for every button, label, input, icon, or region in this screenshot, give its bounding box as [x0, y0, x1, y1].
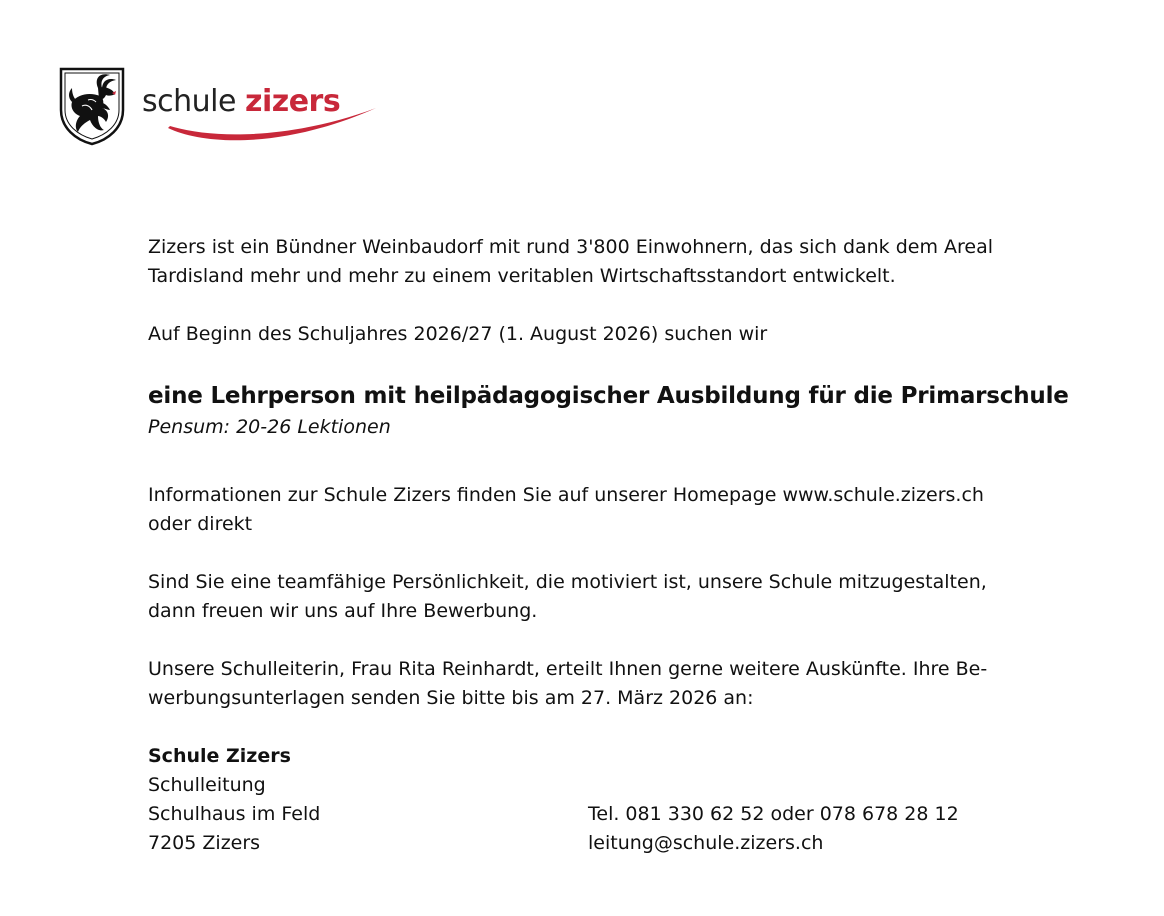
job-posting	[148, 233, 1069, 858]
school-logo	[58, 66, 378, 150]
address-department: Schulleitung	[148, 774, 266, 796]
wordmark-schule: schule	[142, 84, 245, 119]
team-line-2: dann freuen wir uns auf Ihre Bewerbung.	[148, 600, 538, 622]
team-paragraph	[148, 568, 1048, 626]
contact-details	[588, 800, 959, 858]
info-line-2: oder direkt	[148, 513, 253, 535]
contact-paragraph	[148, 655, 1048, 713]
info-line-1: Informationen zur Schule Zizers finden Sie auf unserer Homepage www.schule.zizers.ch	[148, 484, 984, 506]
contact-email: leitung@schule.zizers.ch	[588, 832, 824, 854]
address-street: Schulhaus im Feld	[148, 803, 321, 825]
start-date-sentence: Auf Beginn des Schuljahres 2026/27 (1. August 2026) suchen wir	[148, 323, 768, 345]
logo-swoosh	[166, 106, 378, 146]
address-city: 7205 Zizers	[148, 832, 261, 854]
workload-note: Pensum: 20-26 Lektionen	[148, 416, 391, 438]
intro-paragraph: Zizers ist ein Bündner Weinbaudorf mit rund 3'800 Einwohnern, das sich dank dem Areal Tardisland mehr und mehr zu einem veritablen Wirtschaftsstandort entwickelt.	[148, 236, 994, 287]
position-headline: eine Lehrperson mit heilpädagogischer Ausbildung für die Primarschule	[148, 383, 1069, 409]
wordmark-zizers: zizers	[244, 84, 341, 119]
contact-line-2: werbungsunterlagen senden Sie bitte bis am 27. März 2026 an:	[148, 687, 754, 709]
ibex-crest-icon	[58, 66, 126, 146]
postal-address	[148, 742, 320, 858]
contact-phone: Tel. 081 330 62 52 oder 078 678 28 12	[588, 803, 959, 825]
contact-line-1: Unsere Schulleiterin, Frau Rita Reinhardt, erteilt Ihnen gerne weitere Auskünfte. Ihre Be-	[148, 658, 988, 680]
info-paragraph	[148, 481, 1048, 539]
address-name: Schule Zizers	[148, 745, 291, 767]
application-address	[148, 742, 1048, 858]
team-line-1: Sind Sie eine teamfähige Persönlichkeit, die motiviert ist, unsere Schule mitzugestalten,	[148, 571, 987, 593]
